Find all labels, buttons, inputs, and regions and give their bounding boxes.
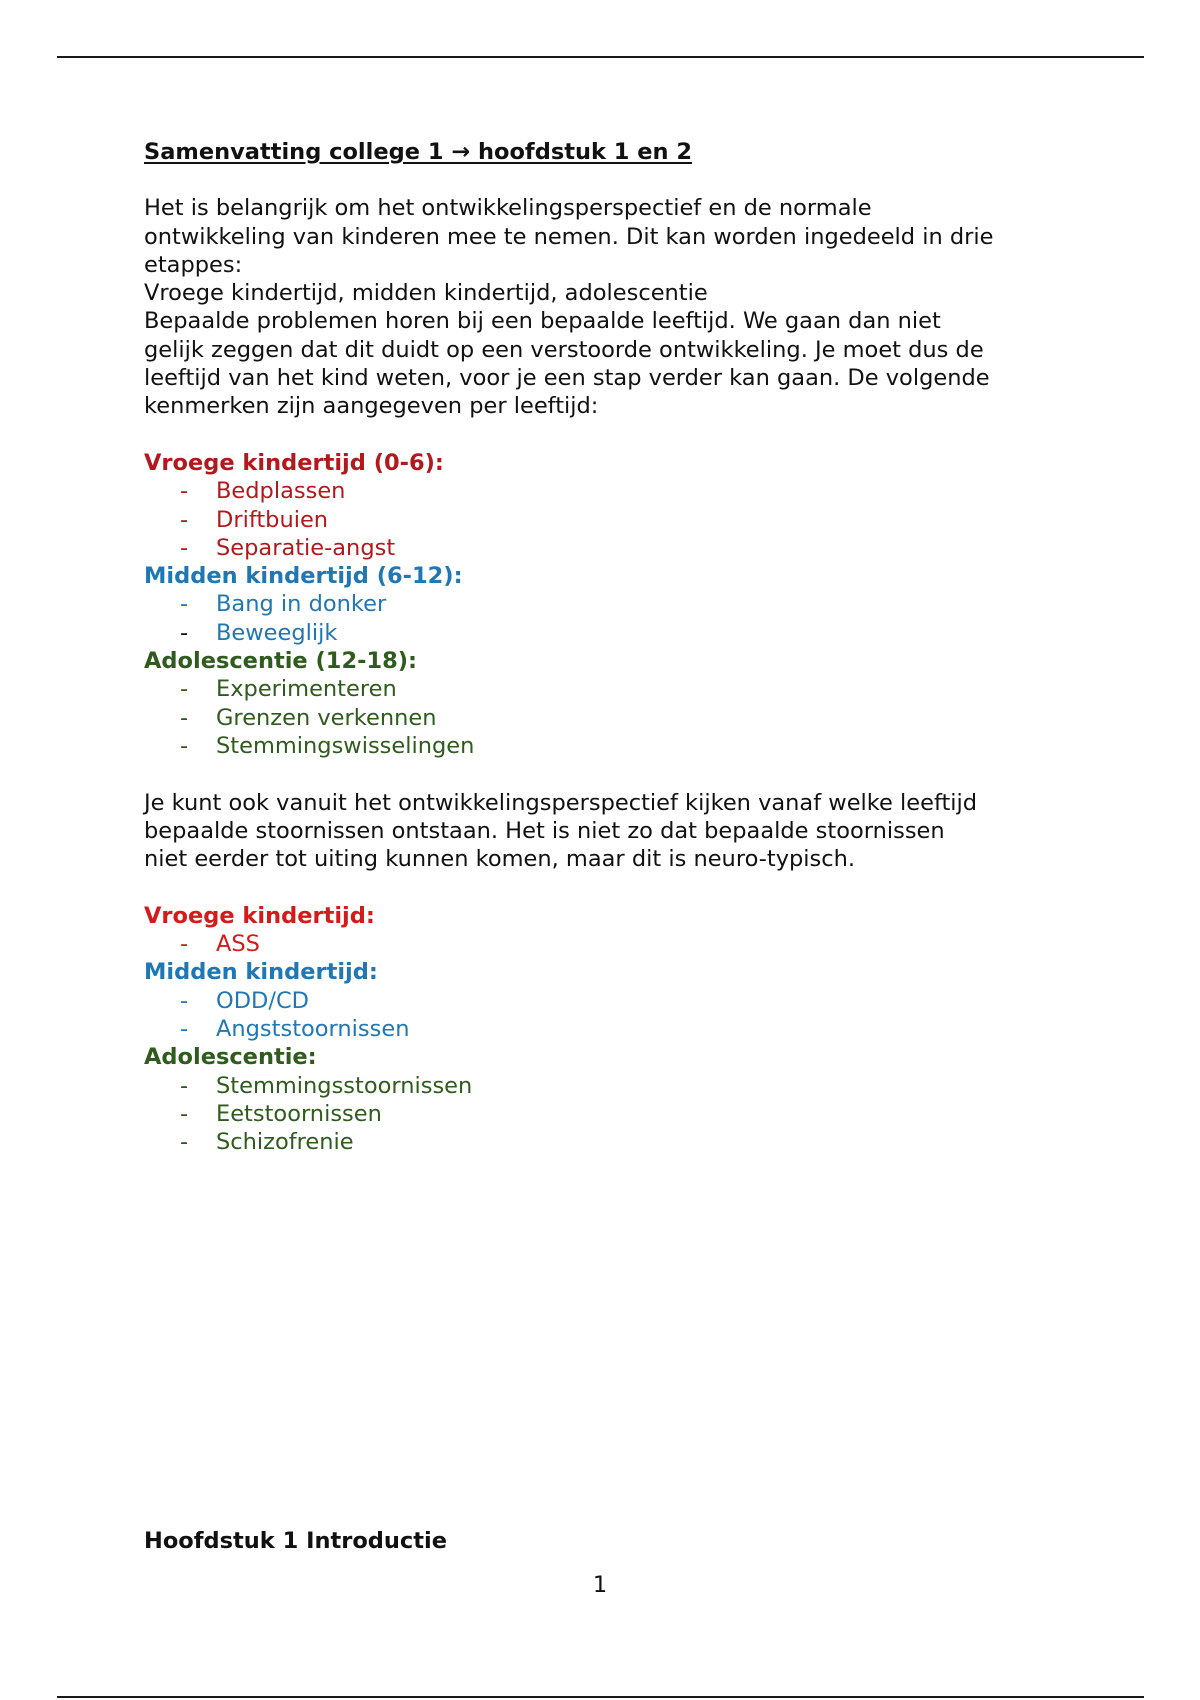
header-rule bbox=[57, 56, 1144, 58]
list-item bbox=[144, 1072, 1064, 1100]
list-item-text: Angststoornissen bbox=[216, 1015, 410, 1042]
list-item bbox=[144, 619, 1064, 647]
list-item bbox=[144, 987, 1064, 1015]
text-line: etappes: bbox=[144, 251, 243, 278]
list-item bbox=[144, 930, 1064, 958]
middle-paragraph bbox=[144, 789, 1064, 874]
list-item-text: ASS bbox=[216, 931, 260, 958]
list-item bbox=[144, 675, 1064, 703]
text-line: Vroege kindertijd, midden kindertijd, adolescentie bbox=[144, 280, 708, 307]
spacer bbox=[144, 873, 1064, 901]
list-item-text: Eetstoornissen bbox=[216, 1100, 382, 1127]
list-item-text: Stemmingswisselingen bbox=[216, 732, 475, 759]
bullet-dash: - bbox=[180, 1015, 189, 1042]
page-number: 1 bbox=[592, 1572, 608, 1598]
list-item bbox=[144, 1100, 1064, 1128]
text-line: niet eerder tot uiting kunnen komen, maar dit is neuro-typisch. bbox=[144, 846, 856, 873]
list-item bbox=[144, 1128, 1064, 1156]
list-item-text: Separatie-angst bbox=[216, 534, 396, 561]
text-line: Bepaalde problemen horen bij een bepaalde leeftijd. We gaan dan niet bbox=[144, 308, 941, 335]
bullet-dash: - bbox=[180, 931, 189, 958]
disorder-group-middle bbox=[144, 958, 1064, 1043]
disorder-group-adolescence bbox=[144, 1043, 1064, 1156]
age-group-early bbox=[144, 449, 1064, 562]
bullet-dash: - bbox=[180, 1100, 189, 1127]
disorder-group-early bbox=[144, 902, 1064, 959]
text-line: leeftijd van het kind weten, voor je een stap verder kan gaan. De volgende bbox=[144, 365, 990, 392]
group-heading: Vroege kindertijd (0-6): bbox=[144, 449, 444, 476]
group-heading: Vroege kindertijd: bbox=[144, 902, 375, 929]
intro-paragraph bbox=[144, 194, 1064, 420]
list-item-text: Beweeglijk bbox=[216, 619, 338, 646]
list-item-text: Schizofrenie bbox=[216, 1129, 354, 1156]
group-list bbox=[144, 675, 1064, 760]
group-list bbox=[144, 930, 1064, 958]
bullet-dash: - bbox=[180, 534, 189, 561]
bullet-dash: - bbox=[180, 506, 189, 533]
list-item-text: ODD/CD bbox=[216, 987, 309, 1014]
list-item-text: Bang in donker bbox=[216, 591, 387, 618]
group-list bbox=[144, 987, 1064, 1044]
text-line: bepaalde stoornissen ontstaan. Het is niet zo dat bepaalde stoornissen bbox=[144, 817, 945, 844]
group-heading: Midden kindertijd: bbox=[144, 959, 378, 986]
text-line: Je kunt ook vanuit het ontwikkelingsperspectief kijken vanaf welke leeftijd bbox=[144, 789, 978, 816]
age-group-middle bbox=[144, 562, 1064, 647]
list-item bbox=[144, 590, 1064, 618]
bullet-dash: - bbox=[180, 619, 189, 646]
list-item-text: Stemmingsstoornissen bbox=[216, 1072, 473, 1099]
group-list bbox=[144, 1072, 1064, 1157]
list-item-text: Grenzen verkennen bbox=[216, 704, 437, 731]
group-list bbox=[144, 590, 1064, 647]
list-item bbox=[144, 506, 1064, 534]
text-line: ontwikkeling van kinderen mee te nemen. Dit kan worden ingedeeld in drie bbox=[144, 223, 994, 250]
bullet-dash: - bbox=[180, 1072, 189, 1099]
text-line: kenmerken zijn aangegeven per leeftijd: bbox=[144, 393, 599, 420]
document-body bbox=[144, 138, 1064, 1156]
chapter-heading: Hoofdstuk 1 Introductie bbox=[144, 1528, 447, 1554]
bullet-dash: - bbox=[180, 732, 189, 759]
footer-rule bbox=[57, 1696, 1144, 1698]
bullet-dash: - bbox=[180, 478, 189, 505]
list-item bbox=[144, 1015, 1064, 1043]
bullet-dash: - bbox=[180, 676, 189, 703]
list-item-text: Driftbuien bbox=[216, 506, 329, 533]
bullet-dash: - bbox=[180, 1129, 189, 1156]
group-heading: Adolescentie (12-18): bbox=[144, 648, 418, 675]
text-line: gelijk zeggen dat dit duidt op een verstoorde ontwikkeling. Je moet dus de bbox=[144, 336, 984, 363]
list-item-text: Experimenteren bbox=[216, 676, 397, 703]
group-list bbox=[144, 477, 1064, 562]
age-group-adolescence bbox=[144, 647, 1064, 760]
list-item bbox=[144, 704, 1064, 732]
list-item bbox=[144, 477, 1064, 505]
list-item-text: Bedplassen bbox=[216, 478, 346, 505]
group-heading: Midden kindertijd (6-12): bbox=[144, 563, 463, 590]
document-title: Samenvatting college 1 → hoofdstuk 1 en 2 bbox=[144, 139, 693, 165]
spacer bbox=[144, 760, 1064, 788]
bullet-dash: - bbox=[180, 987, 189, 1014]
spacer bbox=[144, 421, 1064, 449]
text-line: Het is belangrijk om het ontwikkelingsperspectief en de normale bbox=[144, 195, 872, 222]
list-item bbox=[144, 534, 1064, 562]
list-item bbox=[144, 732, 1064, 760]
bullet-dash: - bbox=[180, 591, 189, 618]
group-heading: Adolescentie: bbox=[144, 1044, 317, 1071]
bullet-dash: - bbox=[180, 704, 189, 731]
